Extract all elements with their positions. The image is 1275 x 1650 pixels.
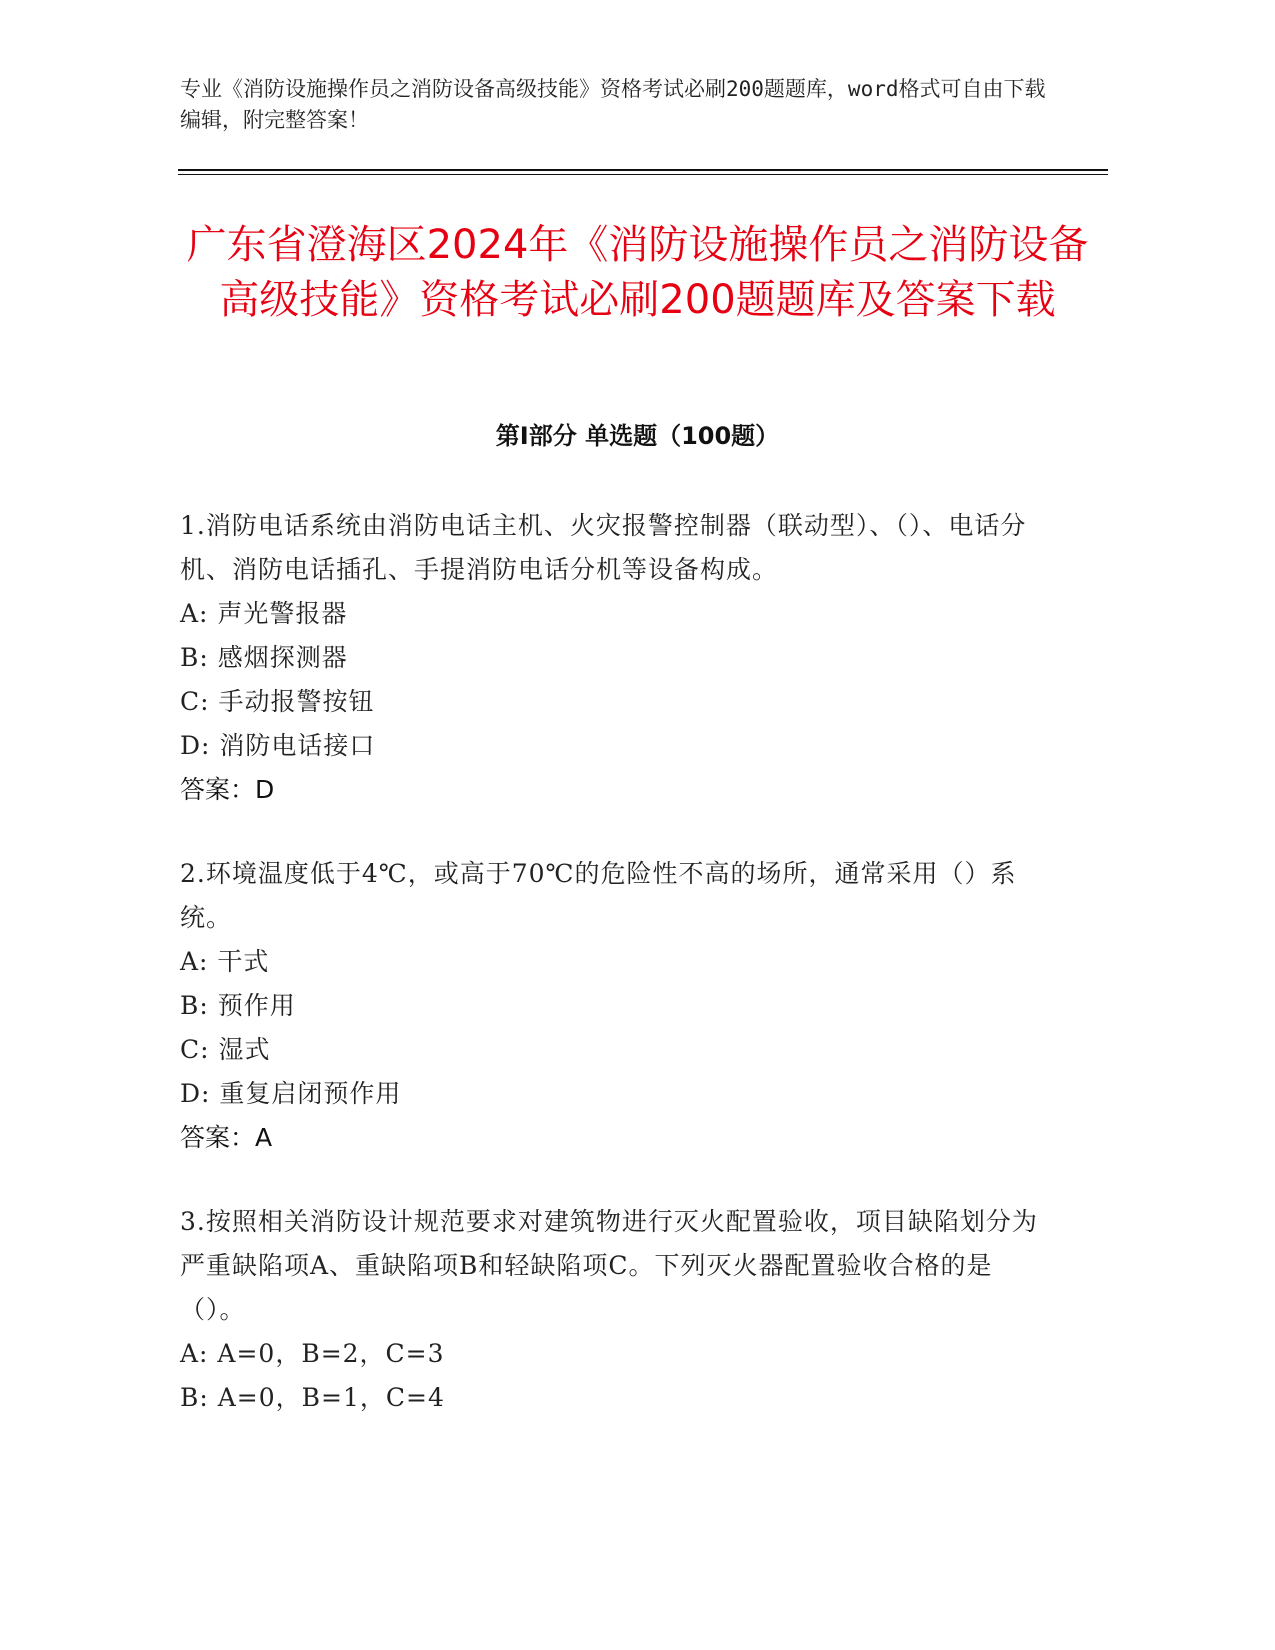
question-1: [180, 504, 1040, 812]
header-note: 专业《消防设施操作员之消防设备高级技能》资格考试必刷200题题库，word格式可自由下载编辑，附完整答案！: [180, 77, 1046, 132]
option-d: D: 重复启闭预作用: [180, 1079, 402, 1108]
option-d: D: 消防电话接口: [180, 731, 376, 760]
option-c: C: 湿式: [180, 1035, 271, 1064]
option-a: A: 声光警报器: [180, 599, 348, 628]
question-2: [180, 852, 1040, 1160]
option-a: A: 干式: [180, 947, 270, 976]
option-a: A: A=0，B=2，C=3: [180, 1339, 445, 1368]
option-c: C: 手动报警按钮: [180, 687, 375, 716]
option-b: B: A=0，B=1，C=4: [180, 1383, 445, 1412]
option-b: B: 预作用: [180, 991, 296, 1020]
question-stem: 2.环境温度低于4℃，或高于70℃的危险性不高的场所，通常采用（）系统。: [180, 859, 1017, 932]
header-divider-thin: [178, 174, 1108, 175]
section-title: 第Ⅰ部分 单选题（100题）: [495, 422, 780, 450]
header-divider-thick: [178, 169, 1108, 171]
option-b: B: 感烟探测器: [180, 643, 348, 672]
question-stem: 1.消防电话系统由消防电话主机、火灾报警控制器（联动型）、（）、电话分机、消防电话插孔、手提消防电话分机等设备构成。: [180, 511, 1027, 584]
answer: 答案：D: [180, 775, 275, 804]
question-3: [180, 1200, 1040, 1420]
question-stem: 3.按照相关消防设计规范要求对建筑物进行灭火配置验收，项目缺陷划分为严重缺陷项A、重缺陷项B和轻缺陷项C。下列灭火器配置验收合格的是（）。: [180, 1207, 1038, 1324]
document-title: 广东省澄海区2024年《消防设施操作员之消防设备高级技能》资格考试必刷200题题库及答案下载: [186, 222, 1089, 323]
answer: 答案：A: [180, 1123, 273, 1152]
